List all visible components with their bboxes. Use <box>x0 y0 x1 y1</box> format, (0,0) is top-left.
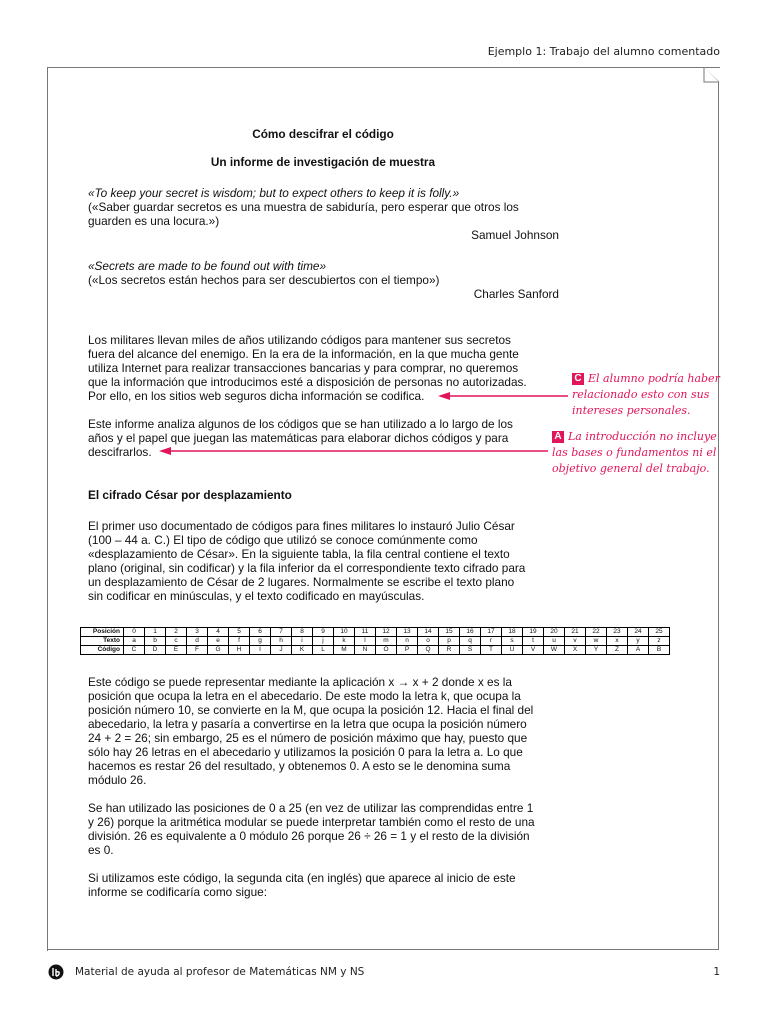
plain-letter-cell: l <box>355 637 376 646</box>
position-cell: 21 <box>565 628 586 637</box>
code-letter-cell: H <box>229 646 250 655</box>
text-line: 24 + 2 = 26; sin embargo, 25 es el número de posición máximo que hay, puesto que <box>88 731 528 745</box>
annotation-line: las bases o fundamentos ni el <box>552 446 717 459</box>
plain-letter-cell: d <box>187 637 208 646</box>
code-letter-cell: F <box>187 646 208 655</box>
plain-letter-cell: i <box>292 637 313 646</box>
plain-letter-cell: z <box>649 637 670 646</box>
code-letter-cell: I <box>250 646 271 655</box>
position-cell: 18 <box>502 628 523 637</box>
text-line: informe se codificaría como sigue: <box>88 885 267 899</box>
plain-letter-cell: n <box>397 637 418 646</box>
annotation-line: El alumno podría haber <box>588 372 720 385</box>
plain-letter-cell: p <box>439 637 460 646</box>
position-cell: 0 <box>124 628 145 637</box>
text-line: Si utilizamos este código, la segunda cita (en inglés) que aparece al inicio de este <box>88 871 516 885</box>
text-line: Este código se puede representar mediante la aplicación x → x + 2 donde x es la <box>88 675 512 689</box>
text-line: es 0. <box>88 843 114 857</box>
plain-letter-cell: c <box>166 637 187 646</box>
plain-letter-cell: u <box>544 637 565 646</box>
text-line: Los militares llevan miles de años utilizando códigos para mantener sus secretos <box>88 333 511 347</box>
cipher-row-position <box>81 628 670 637</box>
text-line: sólo hay 26 letras en el abecedario y utilizamos la posición 0 para la letra a. Lo que <box>88 745 523 759</box>
code-letter-cell: Q <box>418 646 439 655</box>
code-letter-cell: Y <box>586 646 607 655</box>
text-line: división. 26 es equivalente a 0 módulo 26 porque 26 ÷ 26 = 1 y el resto de la división <box>88 829 530 843</box>
plain-letter-cell: t <box>523 637 544 646</box>
position-cell: 9 <box>313 628 334 637</box>
position-cell: 24 <box>628 628 649 637</box>
quote-1-author: Samuel Johnson <box>471 228 559 242</box>
text-line: años y el papel que juegan las matemáticas para elaborar dichos códigos y para <box>88 431 509 445</box>
code-letter-cell: X <box>565 646 586 655</box>
text-line: descifrarlos. <box>88 445 152 459</box>
annotation-line: relacionado esto con sus <box>572 388 710 401</box>
text-line: plano (original, sin codificar) y la fila inferior da el correspondiente texto cifrado para <box>88 561 526 575</box>
code-letter-cell: J <box>271 646 292 655</box>
position-cell: 5 <box>229 628 250 637</box>
text-line: hacemos es restar 26 del resultado, y obtenemos 0. A esto se le denomina suma <box>88 759 511 773</box>
quote-2-author: Charles Sanford <box>473 287 559 301</box>
text-line: El primer uso documentado de códigos para fines militares lo instauró Julio César <box>88 519 515 533</box>
plain-letter-cell: q <box>460 637 481 646</box>
code-letter-cell: P <box>397 646 418 655</box>
plain-letter-cell: h <box>271 637 292 646</box>
code-letter-cell: D <box>145 646 166 655</box>
annotation-line: objetivo general del trabajo. <box>552 462 710 475</box>
text-line: sin codificar en minúsculas, y el texto codificado en mayúsculas. <box>88 589 425 603</box>
ib-logo-icon <box>48 964 64 980</box>
code-letter-cell: T <box>481 646 502 655</box>
code-letter-cell: K <box>292 646 313 655</box>
annotation-line: intereses personales. <box>572 404 691 417</box>
position-cell: 3 <box>187 628 208 637</box>
plain-letter-cell: g <box>250 637 271 646</box>
position-cell: 17 <box>481 628 502 637</box>
page-number: 1 <box>713 966 720 978</box>
text-line: utiliza Internet para realizar transacciones bancarias y para comprar, no queremos <box>88 361 519 375</box>
annotation-c-badge: C <box>572 373 584 385</box>
text-line: fuera del alcance del enemigo. En la era de la información, en la que mucha gente <box>88 347 519 361</box>
section-heading: El cifrado César por desplazamiento <box>88 488 292 502</box>
code-letter-cell: L <box>313 646 334 655</box>
plain-letter-cell: v <box>565 637 586 646</box>
annotation-a <box>552 429 717 477</box>
document-title: Cómo descifrar el código <box>252 127 394 141</box>
position-cell: 4 <box>208 628 229 637</box>
plain-letter-cell: r <box>481 637 502 646</box>
plain-letter-cell: m <box>376 637 397 646</box>
code-letter-cell: A <box>628 646 649 655</box>
text-line: que la información que introducimos esté a disposición de personas no autorizadas. <box>88 375 527 389</box>
text-line: abecedario, la letra y pasaría a convertirse en la letra que ocupa la posición número <box>88 717 527 731</box>
quote-1-spanish-line: («Saber guardar secretos es una muestra de sabiduría, pero esperar que otros los <box>88 200 519 214</box>
position-cell: 13 <box>397 628 418 637</box>
position-cell: 8 <box>292 628 313 637</box>
code-letter-cell: C <box>124 646 145 655</box>
text-line: Este informe analiza algunos de los códigos que se han utilizado a lo largo de los <box>88 417 513 431</box>
position-cell: 14 <box>418 628 439 637</box>
text-line: posición que ocupa la letra en el abecedario. De este modo la letra k, que ocupa la <box>88 689 521 703</box>
plain-letter-cell: a <box>124 637 145 646</box>
code-letter-cell: B <box>649 646 670 655</box>
position-cell: 2 <box>166 628 187 637</box>
position-cell: 19 <box>523 628 544 637</box>
position-cell: 25 <box>649 628 670 637</box>
plain-letter-cell: j <box>313 637 334 646</box>
position-cell: 15 <box>439 628 460 637</box>
position-cell: 10 <box>334 628 355 637</box>
code-letter-cell: U <box>502 646 523 655</box>
cipher-row-plain <box>81 637 670 646</box>
text-line: y 26) porque la aritmética modular se puede interpretar también como el resto de una <box>88 815 535 829</box>
plain-letter-cell: x <box>607 637 628 646</box>
plain-letter-cell: f <box>229 637 250 646</box>
code-letter-cell: S <box>460 646 481 655</box>
text-line: (100 – 44 a. C.) El tipo de código que utilizó se conoce comúnmente como <box>88 533 478 547</box>
row-label: Posición <box>81 628 124 637</box>
annotation-c-arrowhead-icon <box>438 392 450 400</box>
footer-text: Material de ayuda al profesor de Matemáticas NM y NS <box>75 966 365 978</box>
quote-2-spanish: («Los secretos están hechos para ser descubiertos con el tiempo») <box>88 273 440 287</box>
code-letter-cell: V <box>523 646 544 655</box>
text-line: módulo 26. <box>88 773 147 787</box>
row-label: Código <box>81 646 124 655</box>
code-letter-cell: M <box>334 646 355 655</box>
position-cell: 6 <box>250 628 271 637</box>
code-letter-cell: Z <box>607 646 628 655</box>
annotation-c <box>572 371 720 419</box>
text-line: posición número 10, se convierte en la M, que ocupa la posición 12. Hacia el final del <box>88 703 534 717</box>
annotation-line: La introducción no incluye <box>568 430 717 443</box>
position-cell: 1 <box>145 628 166 637</box>
position-cell: 7 <box>271 628 292 637</box>
code-letter-cell: R <box>439 646 460 655</box>
quote-2-english: «Secrets are made to be found out with time» <box>88 259 327 273</box>
plain-letter-cell: w <box>586 637 607 646</box>
position-cell: 20 <box>544 628 565 637</box>
text-line: un desplazamiento de César de 2 lugares. Normalmente se escribe el texto plano <box>88 575 515 589</box>
position-cell: 12 <box>376 628 397 637</box>
plain-letter-cell: o <box>418 637 439 646</box>
quote-1-spanish-line: guarden es una locura.») <box>88 214 220 228</box>
position-cell: 16 <box>460 628 481 637</box>
plain-letter-cell: k <box>334 637 355 646</box>
position-cell: 11 <box>355 628 376 637</box>
code-letter-cell: W <box>544 646 565 655</box>
quote-1-english: «To keep your secret is wisdom; but to expect others to keep it is folly.» <box>88 186 460 200</box>
position-cell: 23 <box>607 628 628 637</box>
code-letter-cell: E <box>166 646 187 655</box>
plain-letter-cell: s <box>502 637 523 646</box>
code-letter-cell: N <box>355 646 376 655</box>
cipher-row-code <box>81 646 670 655</box>
plain-letter-cell: e <box>208 637 229 646</box>
text-line: Se han utilizado las posiciones de 0 a 25 (en vez de utilizar las comprendidas entre 1 <box>88 801 534 815</box>
annotation-a-badge: A <box>552 431 564 443</box>
plain-letter-cell: y <box>628 637 649 646</box>
page-header: Ejemplo 1: Trabajo del alumno comentado <box>487 45 720 58</box>
code-letter-cell: O <box>376 646 397 655</box>
code-letter-cell: G <box>208 646 229 655</box>
text-line: «desplazamiento de César». En la siguiente tabla, la fila central contiene el texto <box>88 547 510 561</box>
position-cell: 22 <box>586 628 607 637</box>
cipher-table <box>80 627 670 655</box>
row-label: Texto <box>81 637 124 646</box>
plain-letter-cell: b <box>145 637 166 646</box>
text-line: Por ello, en los sitios web seguros dicha información se codifica. <box>88 389 425 403</box>
document-subtitle: Un informe de investigación de muestra <box>210 155 436 169</box>
annotation-a-arrowhead-icon <box>159 447 171 455</box>
